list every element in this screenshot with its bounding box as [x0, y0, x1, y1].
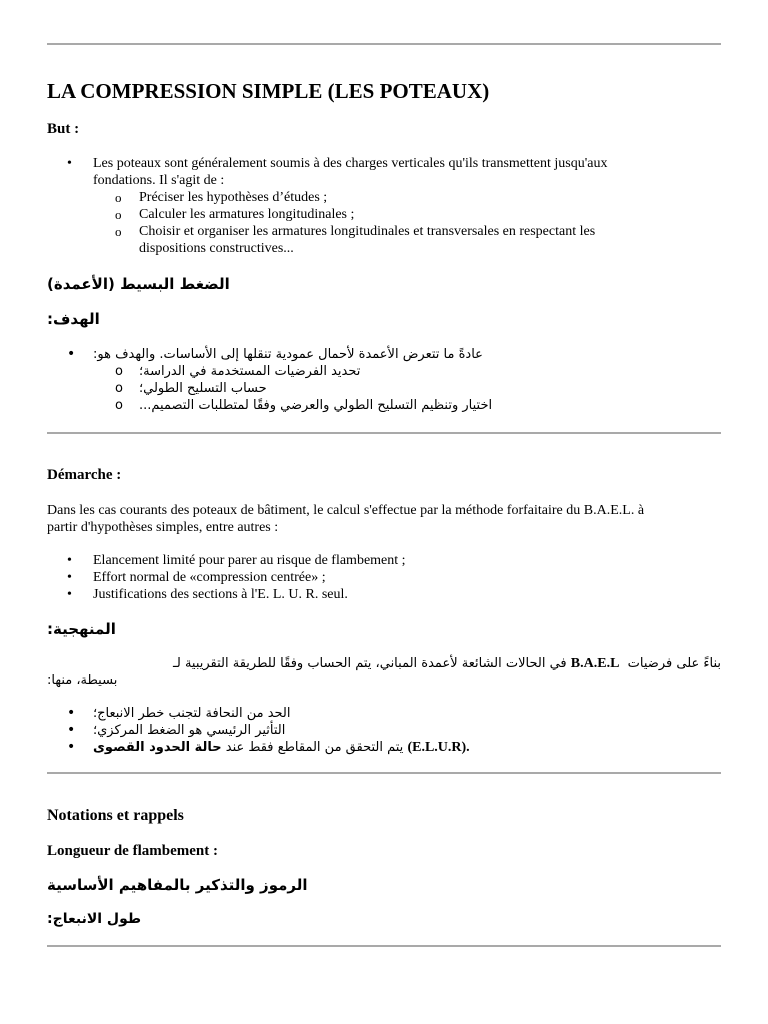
- list-item: o Choisir et organiser les armatures longitudinales et transversales en respectant les dispositions constructives...: [115, 224, 596, 256]
- arabic-flambement-heading: طول الانبعاج:: [47, 911, 142, 927]
- notations-heading: Notations et rappels: [47, 807, 184, 824]
- list-item: o Calculer les armatures longitudinales ;: [115, 207, 355, 222]
- arabic-goal-list: [47, 346, 721, 414]
- section-divider: [47, 432, 721, 434]
- bullet-icon: •: [67, 739, 76, 755]
- arabic-goal-heading: الهدف:: [47, 310, 100, 328]
- bullet-icon: •: [67, 553, 72, 568]
- list-item: • Les poteaux sont généralement soumis à des charges verticales qu'ils transmettent jusqu'aux fondations. Il s'agit de : o Préciser les hypothèses d’études ; o Calculer les armatures longitudinales ; o Choisir et organiser les armatures longitudinales et transversales en respectant les dispositions constructives...: [47, 155, 721, 257]
- circle-bullet-icon: o: [115, 224, 122, 239]
- demarche-list: [47, 552, 721, 603]
- list-item: • التأثير الرئيسي هو الضغط المركزي؛: [67, 722, 286, 738]
- arabic-notations-heading: الرموز والتذكير بالمفاهيم الأساسية: [47, 876, 308, 894]
- circle-bullet-icon: o: [115, 381, 123, 396]
- list-item: • الحد من النحافة لتجنب خطر الانبعاج؛: [67, 705, 291, 721]
- list-item: • Effort normal de «compression centrée» ;: [67, 570, 326, 585]
- list-item: • Justifications des sections à l'E. L. U. R. seul.: [67, 587, 348, 602]
- demarche-heading: Démarche :: [47, 467, 122, 483]
- circle-bullet-icon: o: [115, 398, 123, 413]
- circle-bullet-icon: o: [115, 190, 122, 205]
- list-item: • حالة الحدود القصوى يتم التحقق من المقاطع فقط عند (E.L.U.R).: [67, 739, 470, 755]
- page-title: LA COMPRESSION SIMPLE (LES POTEAUX): [47, 79, 490, 103]
- circle-bullet-icon: o: [115, 207, 122, 222]
- arabic-method-paragraph: في الحالات الشائعة لأعمدة المباني، يتم الحساب وفقًا للطريقة التقريبية لـ B.A.E.L بناءً على فرضيات بسيطة، منها:: [47, 656, 721, 688]
- list-item: • Elancement limité pour parer au risque de flambement ;: [67, 553, 406, 568]
- section-divider: [47, 772, 721, 774]
- demarche-paragraph: Dans les cas courants des poteaux de bâtiment, le calcul s'effectue par la méthode forfaitaire du B.A.E.L. à partir d'hypothèses simples, entre autres :: [47, 503, 645, 535]
- arabic-method-heading: المنهجية:: [47, 620, 116, 638]
- bullet-icon: •: [67, 156, 72, 171]
- list-item: o حساب التسليح الطولي؛: [115, 381, 267, 396]
- but-heading: But :: [47, 121, 80, 137]
- but-sublist: [93, 189, 721, 257]
- list-item: • عادةً ما تتعرض الأعمدة لأحمال عمودية تنقلها إلى الأساسات. والهدف هو: o تحديد الفرضيات المستخدمة في الدراسة؛ o حساب التسليح الطولي؛ o اختيار وتنظيم التسليح الطولي والعرضي وفقًا لمتطلبات التصميم...: [47, 346, 721, 414]
- top-divider: [47, 43, 721, 45]
- circle-bullet-icon: o: [115, 364, 123, 379]
- bullet-icon: •: [67, 722, 76, 738]
- bottom-divider: [47, 945, 721, 947]
- but-list: [47, 155, 721, 257]
- flambement-heading: Longueur de flambement :: [47, 843, 218, 859]
- arabic-goal-sublist: [93, 363, 721, 414]
- list-item: o اختيار وتنظيم التسليح الطولي والعرضي وفقًا لمتطلبات التصميم...: [115, 398, 493, 413]
- arabic-title: الضغط البسيط (الأعمدة): [47, 275, 230, 293]
- bullet-icon: •: [67, 570, 72, 585]
- list-item: o Préciser les hypothèses d’études ;: [115, 190, 328, 205]
- bullet-icon: •: [67, 705, 76, 721]
- arabic-method-list: [47, 705, 721, 756]
- bullet-icon: •: [67, 587, 72, 602]
- list-item: o تحديد الفرضيات المستخدمة في الدراسة؛: [115, 364, 361, 379]
- bullet-icon: •: [67, 346, 76, 362]
